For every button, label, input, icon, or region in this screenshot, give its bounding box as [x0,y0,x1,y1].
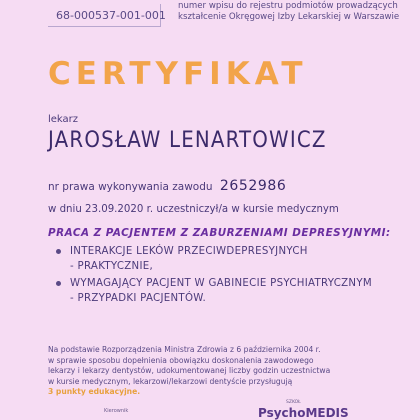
bullet-icon [56,249,61,254]
license-line [48,178,286,194]
logo-text: PsychoMEDIS [258,406,349,420]
registry-note [178,1,414,23]
license-label: nr prawa wykonywania zawodu [48,181,213,193]
registry-note-line: kształcenie Okręgowej Izby Lekarskiej w Warszawie [178,12,400,22]
topic-subline: - PRAKTYCZNIE, [70,261,154,272]
license-number: 2652986 [219,178,287,194]
legal-line: w kursie medycznym, lekarzowi/lekarzowi dentyście przysługują [48,376,293,386]
signature-label: Kierownik [104,408,129,414]
course-title: PRACA Z PACJENTEM Z ZABURZENIAMI DEPRESYJNYMI: [48,227,391,239]
participation-text: w dniu 23.09.2020 r. uczestniczył/a w kursie medycznym [48,204,339,215]
registry-note-line: numer wpisu do rejestru podmiotów prowadzących [178,1,398,11]
bullet-icon [56,281,61,286]
doctor-name: JAROSŁAW LENARTOWICZ [48,128,327,153]
topic-list [56,244,406,308]
topic-line: WYMAGAJĄCY PACJENT W GABINECIE PSYCHIATRYCZNYM [70,278,372,289]
legal-line: w sprawie sposobu dopełnienia obowiązku doskonalenia zawodowego [48,355,314,365]
logo-small-text: SZKOŁ [286,400,301,405]
topic-line: INTERAKCJE LEKÓW PRZECIWDEPRESYJNYCH [70,246,308,257]
registry-number: 68-000537-001-001 [56,9,166,22]
topic-subline: - PRZYPADKI PACJENTÓW. [70,293,207,304]
legal-line: Na podstawie Rozporządzenia Ministra Zdrowia z 6 października 2004 r. [48,345,321,354]
legal-text [48,345,366,398]
profession-label: lekarz [48,114,79,125]
certificate-title: CERTYFIKAT [48,56,308,92]
legal-line: lekarzy i lekarzy dentystów, udokumentowanej liczby godzin uczestnictwa [48,366,331,376]
education-points: 3 punkty edukacyjne. [48,387,141,397]
topic-item [56,244,406,274]
topic-item [56,276,406,306]
organizer-logo [258,402,384,420]
